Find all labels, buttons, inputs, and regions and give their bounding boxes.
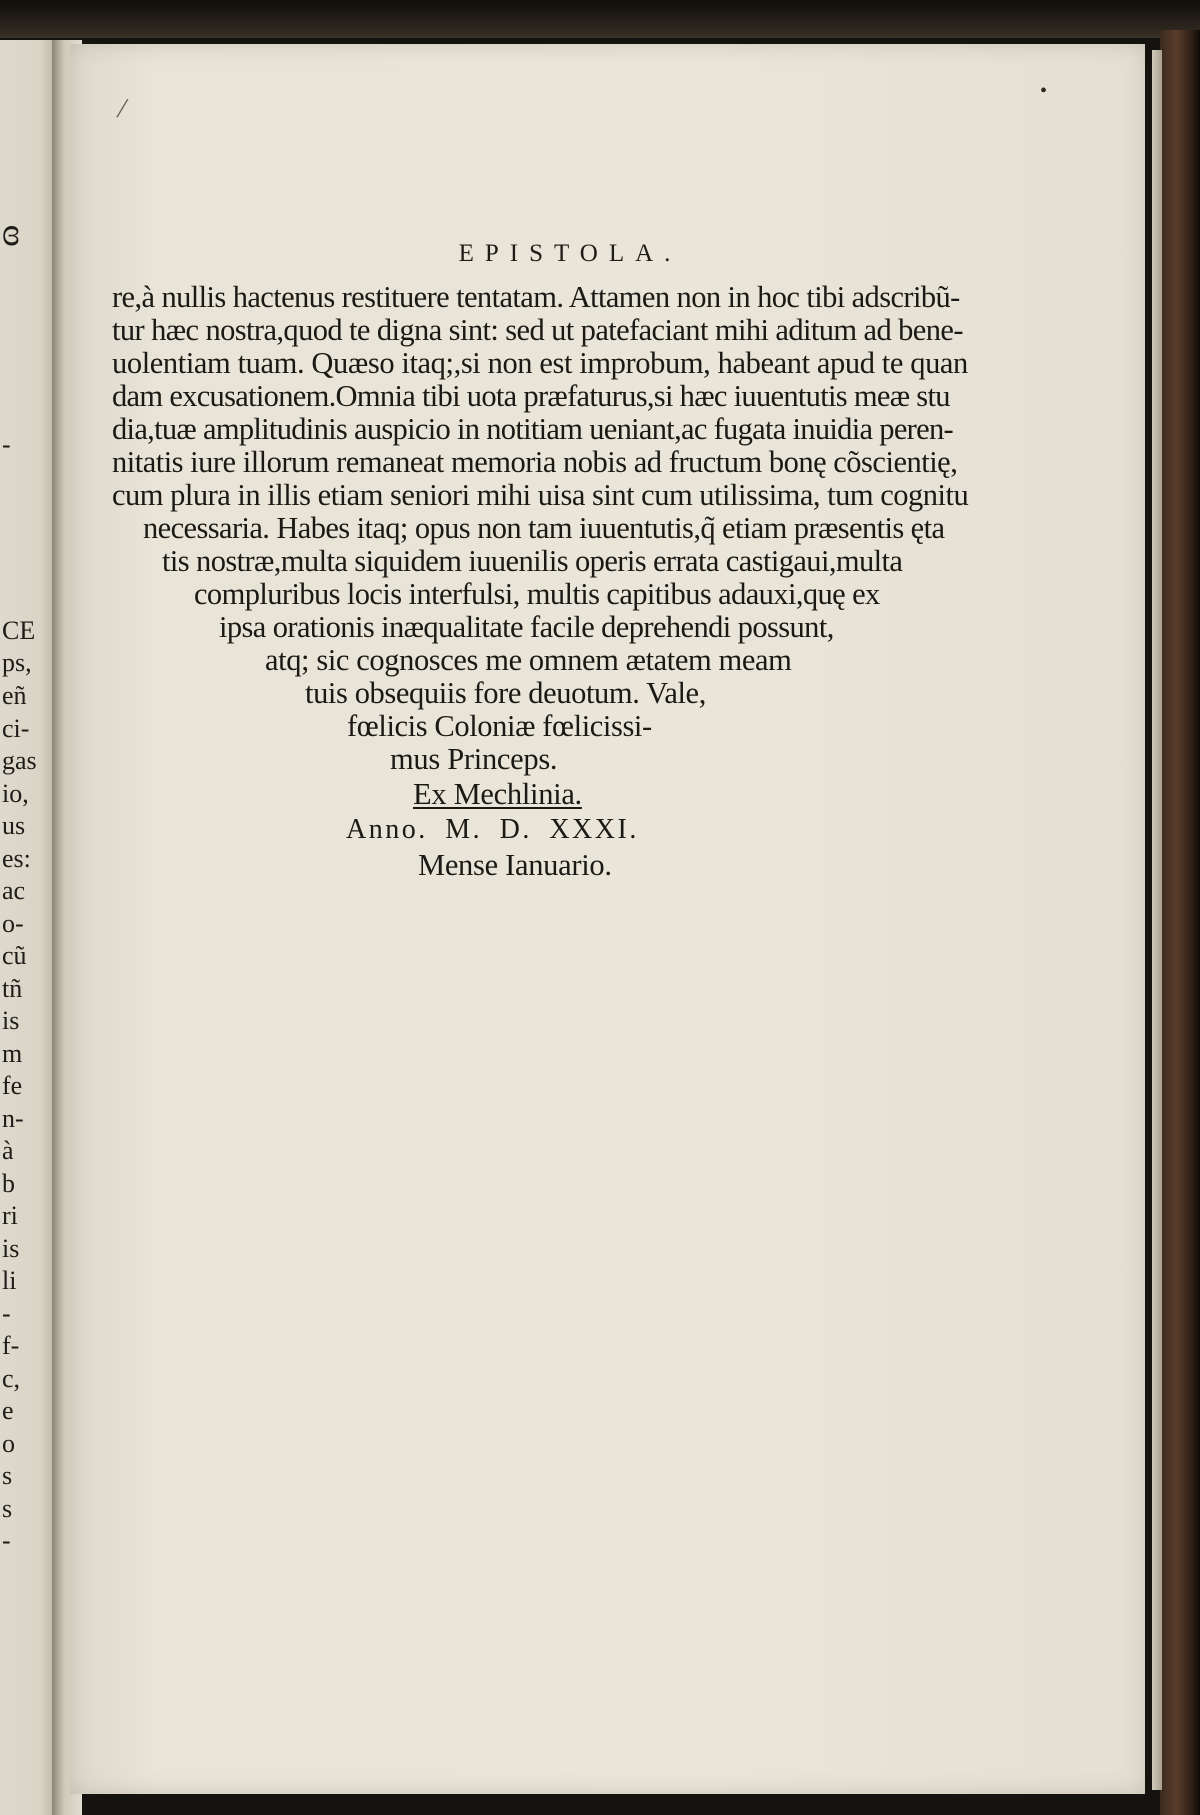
right-page [70, 44, 1145, 1794]
left-page-fragment: io, [2, 779, 29, 808]
body-line: fœlicis Coloniæ fœlicissi- [347, 709, 652, 743]
page-fore-edge [1152, 50, 1162, 1790]
body-line: tuis obsequiis fore deuotum. Vale, [305, 676, 706, 710]
left-page-fragment: m [2, 1039, 23, 1068]
left-page-fragment: gas [2, 746, 37, 775]
body-line: nitatis iure illorum remaneat memoria nobis ad fructum bonę cõscientię, [112, 445, 958, 479]
left-page-fragment: cũ [2, 941, 27, 970]
left-page-fragment: e [2, 1396, 14, 1425]
body-line: cum plura in illis etiam seniori mihi uisa sint cum utilissima, tum cognitu [112, 478, 969, 512]
page-heading: EPISTOLA. [458, 240, 682, 267]
left-page-fragment: is [2, 1006, 20, 1035]
left-page-fragment: tñ [2, 974, 23, 1003]
leather-cover-edge [1160, 30, 1200, 1815]
left-page-fragment: li [2, 1266, 17, 1295]
left-facing-page [0, 40, 58, 1815]
left-page-fragment: ac [2, 876, 26, 905]
body-line: ipsa orationis inæqualitate facile deprehendi possunt, [219, 610, 834, 644]
left-page-ornament: ɞ [2, 209, 20, 254]
body-line: atq; sic cognosces me omnem ætatem meam [265, 643, 792, 677]
left-page-fragment: ci- [2, 714, 30, 743]
left-page-fragment: à [2, 1136, 14, 1165]
left-page-fragment: es: [2, 844, 31, 873]
left-page-fragment: us [2, 811, 26, 840]
body-line: necessaria. Habes itaq; opus non tam iuuentutis,q̃ etiam præsentis ęta [143, 511, 945, 545]
left-page-fragment: is [2, 1234, 20, 1263]
body-line: uolentiam tuam. Quæso itaq;,si non est improbum, habeant apud te quan [112, 346, 968, 380]
body-line: mus Princeps. [390, 742, 558, 776]
body-line: tis nostræ,multa siquidem iuuenilis operis errata castigaui,multa [162, 544, 903, 578]
signoff-month: Mense Ianuario. [418, 848, 612, 882]
left-page-fragment: ps, [2, 648, 32, 677]
left-page-fragment: - [2, 1299, 11, 1328]
body-line: re,à nullis hactenus restituere tentatam. Attamen non in hoc tibi adscribũ- [112, 280, 960, 314]
left-page-fragment: - [2, 1526, 11, 1555]
signoff-place: Ex Mechlinia. [413, 777, 582, 811]
left-page-fragment: fe [2, 1071, 23, 1100]
left-page-fragment: o- [2, 909, 24, 938]
left-page-fragment: s [2, 1461, 13, 1490]
corner-dot-mark: • [1040, 80, 1048, 102]
body-line: dam excusationem.Omnia tibi uota præfaturus,si hæc iuuentutis meæ stu [112, 379, 950, 413]
left-page-fragment: - [2, 430, 11, 459]
binding-top-edge [0, 0, 1200, 38]
left-page-fragment: s [2, 1494, 13, 1523]
left-page-fragment: ri [2, 1201, 18, 1230]
body-line: tur hæc nostra,quod te digna sint: sed ut patefaciant mihi aditum ad bene- [112, 313, 963, 347]
pencil-mark: / [114, 91, 130, 126]
left-page-fragment: n- [2, 1104, 24, 1133]
left-page-fragment: c, [2, 1364, 21, 1393]
left-page-fragment: eñ [2, 681, 27, 710]
body-line: compluribus locis interfulsi, multis capitibus adauxi,quę ex [194, 577, 880, 611]
signoff-year: Anno. M. D. XXXI. [346, 814, 639, 845]
left-page-fragment: b [2, 1169, 15, 1198]
left-page-fragment: CE [2, 616, 36, 645]
body-line: dia,tuæ amplitudinis auspicio in notitiam ueniant,ac fugata inuidia peren- [112, 412, 953, 446]
left-page-fragment: f- [2, 1331, 20, 1360]
left-page-fragment: o [2, 1429, 15, 1458]
